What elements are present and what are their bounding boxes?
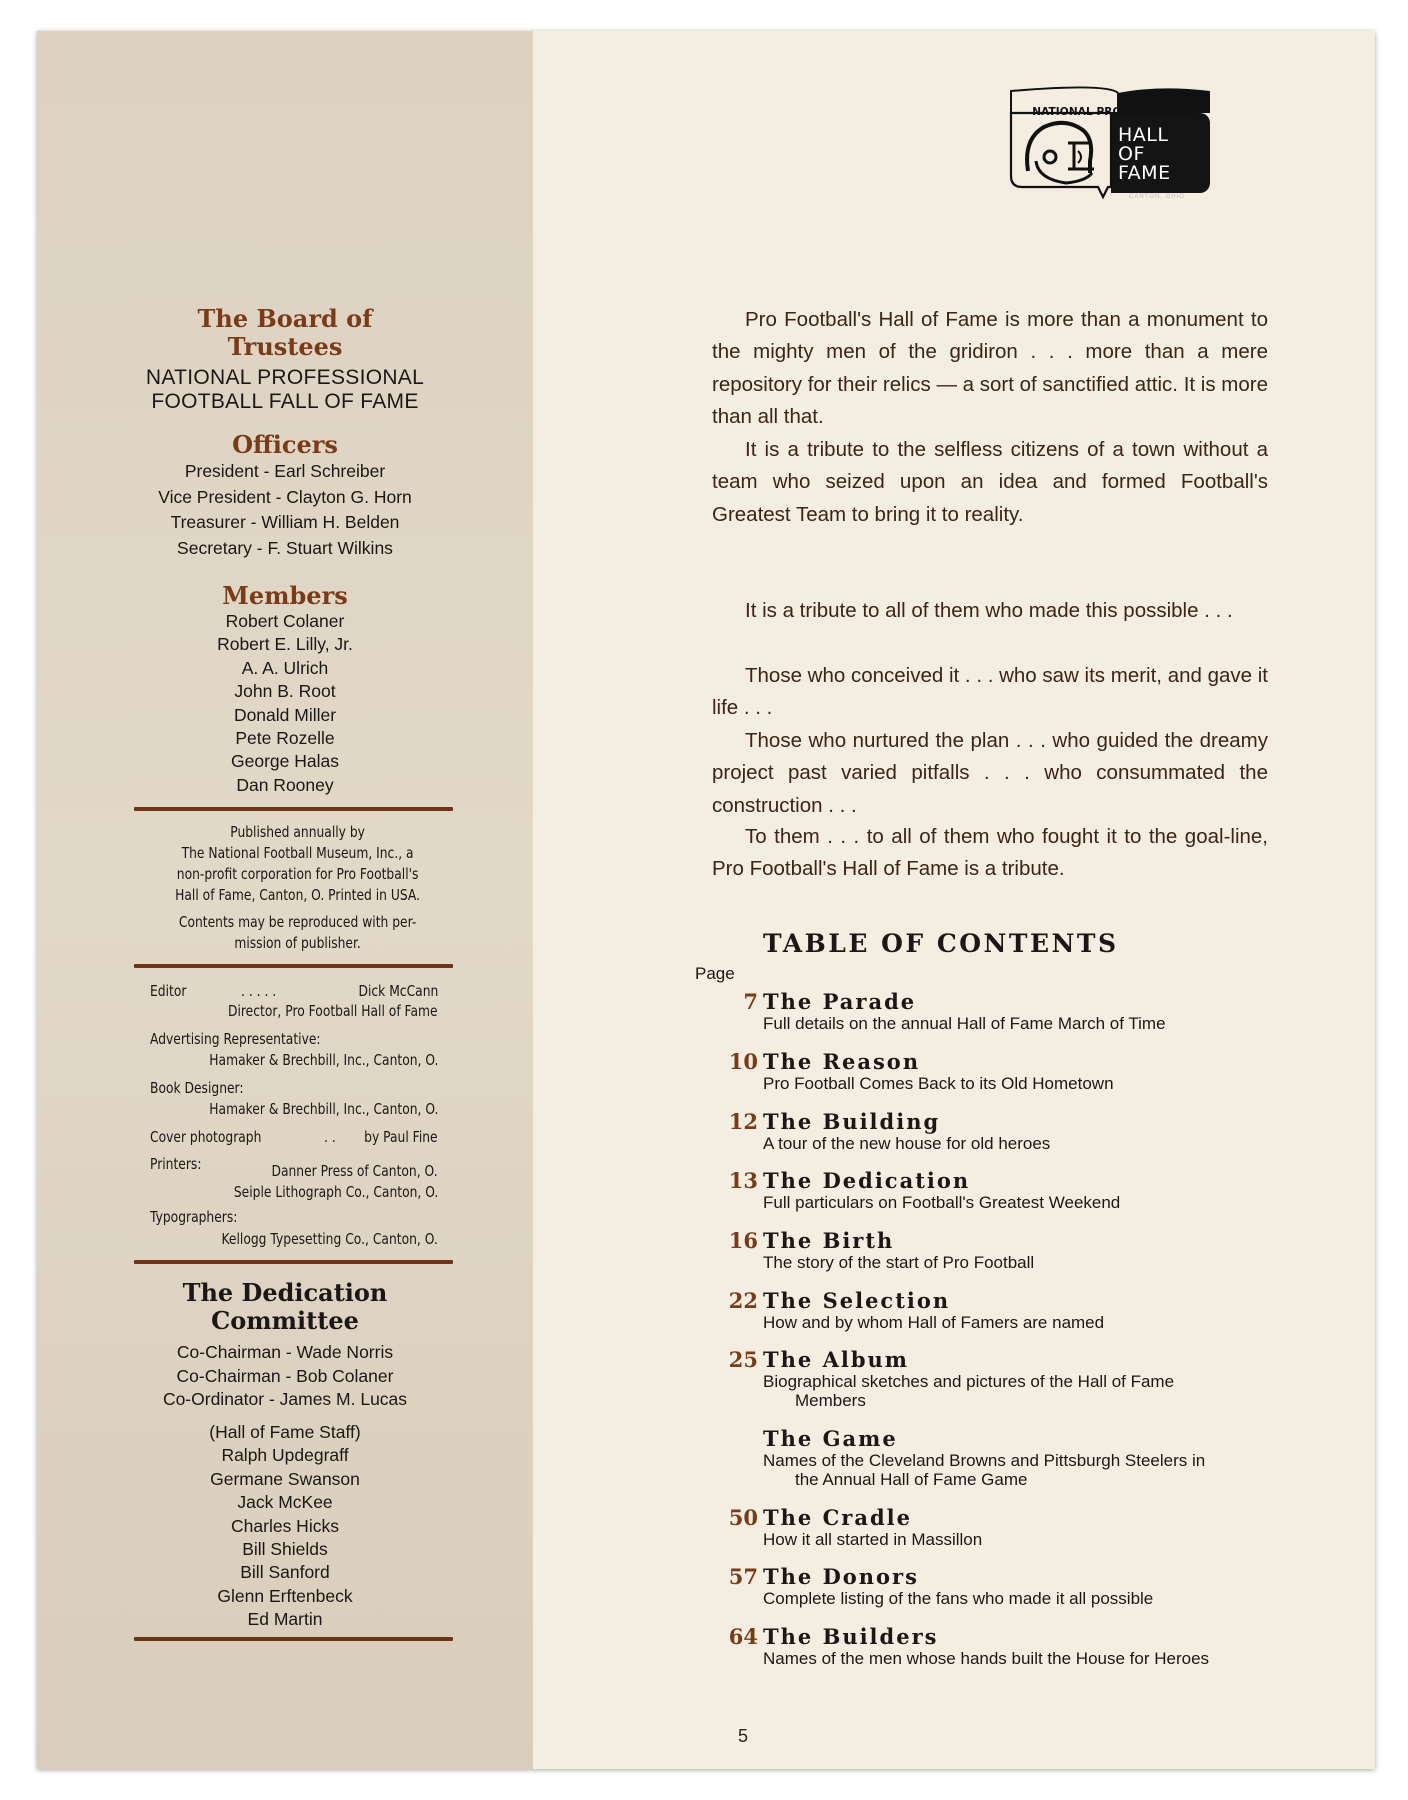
toc-page-number: 22 bbox=[728, 1288, 758, 1313]
member-line: Pete Rozelle bbox=[235, 728, 335, 749]
dedication-officers-list bbox=[57, 1341, 513, 1412]
note-line: The National Football Museum, Inc., a bbox=[181, 844, 414, 862]
toc-title: The Birth bbox=[763, 1228, 895, 1253]
toc-title: The Donors bbox=[763, 1564, 919, 1589]
printers-value: Seiple Lithograph Co., Canton, O. bbox=[233, 1183, 438, 1201]
toc-title: The Cradle bbox=[763, 1505, 912, 1530]
typographers-label: Typographers: bbox=[150, 1208, 238, 1226]
logo-word: OF bbox=[1118, 143, 1145, 165]
logo-title: NATIONAL PRO FOOTBALL bbox=[1032, 106, 1188, 118]
staff-line: Germane Swanson bbox=[210, 1468, 360, 1489]
logo-word: HALL bbox=[1118, 124, 1169, 146]
toc-page-number: 25 bbox=[728, 1347, 758, 1372]
members-list bbox=[57, 610, 513, 797]
cover-label: Cover photograph bbox=[150, 1128, 262, 1146]
cover-dots: . . bbox=[324, 1128, 336, 1146]
staff-line: (Hall of Fame Staff) bbox=[209, 1422, 361, 1442]
officer-line: Vice President - Clayton G. Horn bbox=[158, 486, 412, 507]
heading-line: The Board of bbox=[197, 304, 373, 333]
toc-description-line: Biographical sketches and pictures of the Hall of Fame bbox=[763, 1372, 1175, 1391]
officer-line: President - Earl Schreiber bbox=[184, 461, 386, 481]
heading-line: The Dedication bbox=[182, 1278, 388, 1307]
staff-line: Glenn Erftenbeck bbox=[217, 1585, 353, 1606]
staff-list bbox=[57, 1421, 513, 1632]
intro-paragraph bbox=[712, 821, 1268, 886]
dedication-officer-line: Co-Ordinator - James M. Lucas bbox=[162, 1389, 408, 1409]
divider bbox=[134, 1260, 453, 1264]
intro-text: Those who nurtured the plan . . . who guided the dreamy project past varied pitfalls . . . who consummated the construction . . . bbox=[712, 729, 1268, 817]
toc-title: The Album bbox=[763, 1347, 910, 1372]
heading-line: Trustees bbox=[227, 332, 343, 361]
staff-sidebar bbox=[37, 31, 533, 1769]
org-line: NATIONAL PROFESSIONAL bbox=[145, 366, 425, 389]
toc-description: A tour of the new house for old heroes bbox=[763, 1134, 1051, 1153]
toc-description: Pro Football Comes Back to its Old Hometown bbox=[763, 1074, 1114, 1093]
toc-description: How and by whom Hall of Famers are named bbox=[763, 1313, 1105, 1332]
toc-page-number: 7 bbox=[743, 989, 758, 1014]
editor-dots: . . . . . bbox=[241, 982, 277, 1000]
member-line: Donald Miller bbox=[233, 704, 337, 725]
toc-description: Complete listing of the fans who made it all possible bbox=[763, 1589, 1154, 1608]
page-number: 5 bbox=[737, 1726, 748, 1746]
note-line: non-profit corporation for Pro Football's bbox=[176, 865, 419, 883]
divider bbox=[134, 964, 453, 968]
note-line: mission of publisher. bbox=[234, 934, 361, 952]
toc-title: The Parade bbox=[763, 989, 917, 1014]
staff-line: Charles Hicks bbox=[231, 1515, 339, 1536]
toc-page-number: 57 bbox=[728, 1564, 758, 1589]
logo-location: CANTON, OHIO bbox=[1129, 194, 1185, 200]
divider bbox=[134, 807, 453, 811]
staff-line: Ed Martin bbox=[247, 1609, 323, 1630]
toc-description: Names of the men whose hands built the House for Heroes bbox=[763, 1649, 1210, 1668]
toc-description: The story of the start of Pro Football bbox=[763, 1253, 1035, 1272]
staff-line: Bill Sanford bbox=[240, 1562, 330, 1583]
dedication-committee-heading bbox=[57, 1279, 513, 1335]
logo-word: FAME bbox=[1118, 162, 1171, 184]
toc-description: How it all started in Massillon bbox=[763, 1530, 983, 1549]
member-line: Dan Rooney bbox=[236, 774, 334, 795]
officer-line: Secretary - F. Stuart Wilkins bbox=[177, 538, 393, 559]
toc-description-line: Members bbox=[795, 1390, 866, 1410]
intro-paragraph bbox=[712, 725, 1268, 822]
toc-title: The Selection bbox=[763, 1288, 951, 1313]
intro-text: To them . . . to all of them who fought it to the goal-line, Pro Football's Hall of Fame is a tribute. bbox=[712, 825, 1268, 881]
officers-list bbox=[57, 459, 513, 562]
officer-line: Treasurer - William H. Belden bbox=[170, 512, 400, 533]
org-line: FOOTBALL FALL OF FAME bbox=[151, 390, 419, 413]
editor-title: Director, Pro Football Hall of Fame bbox=[228, 1002, 438, 1020]
toc-description bbox=[763, 1373, 1303, 1410]
toc-page-number: 16 bbox=[728, 1228, 758, 1253]
staff-line: Ralph Updegraff bbox=[221, 1445, 349, 1466]
note-line: Contents may be reproduced with per- bbox=[178, 913, 417, 931]
dedication-officer-line: Co-Chairman - Wade Norris bbox=[176, 1342, 394, 1362]
member-line: John B. Root bbox=[234, 681, 336, 702]
toc-page-number: 12 bbox=[728, 1109, 758, 1134]
logo-wordmark bbox=[1118, 126, 1171, 183]
toc-page-number: 13 bbox=[728, 1168, 758, 1193]
toc-title: The Game bbox=[763, 1426, 898, 1451]
toc-title: The Dedication bbox=[763, 1168, 971, 1193]
toc-page-number: 50 bbox=[728, 1505, 758, 1530]
heading-line: Committee bbox=[211, 1306, 359, 1335]
staff-line: Bill Shields bbox=[242, 1539, 328, 1560]
intro-paragraph bbox=[712, 660, 1268, 725]
intro-text: Those who conceived it . . . who saw its merit, and gave it life . . . bbox=[712, 664, 1268, 720]
typographers-value: Kellogg Typesetting Co., Canton, O. bbox=[221, 1230, 438, 1248]
main-content bbox=[533, 31, 1375, 1769]
advertising-value: Hamaker & Brechbill, Inc., Canton, O. bbox=[208, 1051, 438, 1069]
designer-label: Book Designer: bbox=[150, 1079, 244, 1097]
toc-description-line: Names of the Cleveland Browns and Pittsburgh Steelers in bbox=[763, 1451, 1206, 1470]
intro-paragraph bbox=[712, 304, 1268, 434]
dedication-officer-line: Co-Chairman - Bob Colaner bbox=[176, 1365, 394, 1386]
editor-label: Editor bbox=[150, 982, 187, 1000]
toc-description: Full particulars on Football's Greatest Weekend bbox=[763, 1193, 1121, 1212]
intro-text: It is a tribute to the selfless citizens of a town without a team who seized upon an idea and formed Football's Greatest Team to bring it to reality. bbox=[712, 438, 1268, 526]
toc-description bbox=[763, 1452, 1303, 1489]
member-line: George Halas bbox=[231, 751, 339, 772]
intro-text: It is a tribute to all of them who made this possible . . . bbox=[745, 599, 1233, 622]
logo-emblem bbox=[1008, 61, 1213, 201]
toc-heading: TABLE OF CONTENTS bbox=[763, 929, 1119, 958]
designer-value: Hamaker & Brechbill, Inc., Canton, O. bbox=[208, 1100, 438, 1118]
magazine-page bbox=[37, 31, 1375, 1769]
hall-of-fame-logo bbox=[1008, 61, 1213, 201]
toc-page-label: Page bbox=[695, 964, 735, 983]
intro-paragraph bbox=[712, 595, 1268, 627]
toc-page-number: 64 bbox=[728, 1624, 758, 1649]
divider bbox=[134, 1637, 453, 1641]
intro-paragraph bbox=[712, 434, 1268, 531]
members-heading: Members bbox=[222, 581, 348, 610]
cover-value: by Paul Fine bbox=[364, 1128, 438, 1146]
intro-text: Pro Football's Hall of Fame is more than a monument to the mighty men of the gridiron . . . more than a mere repository for their relics — a sort of sanctified attic. It is more than all that. bbox=[712, 308, 1268, 429]
editor-name: Dick McCann bbox=[358, 982, 438, 1000]
note-line: Published annually by bbox=[230, 823, 365, 841]
toc-title: The Builders bbox=[763, 1624, 939, 1649]
toc-title: The Reason bbox=[763, 1049, 921, 1074]
toc-description-line: the Annual Hall of Fame Game bbox=[795, 1469, 1028, 1489]
publication-note bbox=[150, 822, 445, 954]
officers-heading: Officers bbox=[232, 430, 338, 459]
printers-label: Printers: bbox=[150, 1155, 202, 1173]
board-of-trustees-heading bbox=[57, 305, 513, 361]
staff-line: Jack McKee bbox=[237, 1492, 333, 1513]
member-line: Robert E. Lilly, Jr. bbox=[217, 634, 353, 655]
organization-name bbox=[57, 366, 513, 414]
note-line: Hall of Fame, Canton, O. Printed in USA. bbox=[175, 886, 421, 904]
printers-value: Danner Press of Canton, O. bbox=[271, 1162, 438, 1180]
member-line: Robert Colaner bbox=[225, 611, 345, 631]
toc-page-number: 10 bbox=[728, 1049, 758, 1074]
advertising-label: Advertising Representative: bbox=[150, 1030, 321, 1048]
toc-title: The Building bbox=[763, 1109, 941, 1134]
toc-description: Full details on the annual Hall of Fame March of Time bbox=[763, 1014, 1166, 1033]
member-line: A. A. Ulrich bbox=[241, 657, 329, 678]
